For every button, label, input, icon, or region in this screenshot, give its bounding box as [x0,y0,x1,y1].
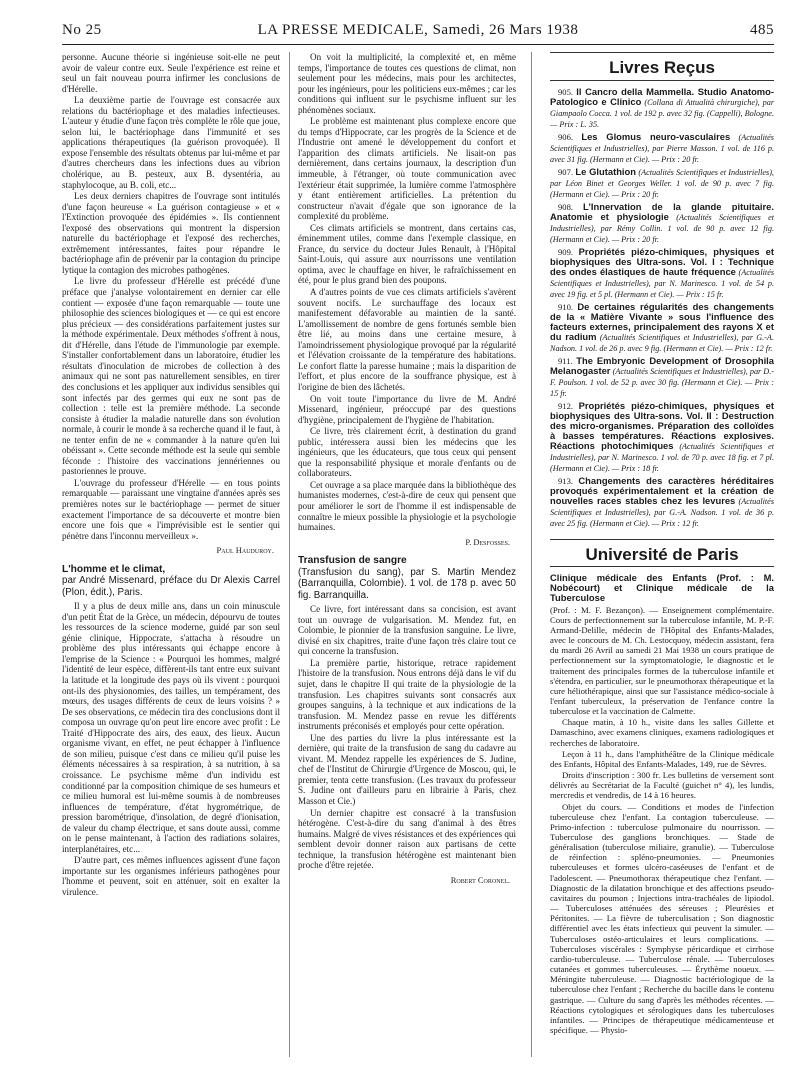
book-title: L'Innervation de la glande pituitaire. Anatomie et physiologie [550,200,774,222]
book-details: (Actualités Scientifiques et Industrielles), par D.-F. Poulson. 1 vol. de 52 p. avec 30 fig. (Hermann et Cie). — Prix : 15 fr. [550,366,774,398]
paragraph: A d'autres points de vue ces climats artificiels s'avèrent souvent nocifs. Le surchauffage des locaux est manifestement défavorable au maintien de la santé. L'amollissement de nombre de gens fortunés semble bien être lié, au moins dans une certaine mesure, à l'amoindrissement physiologique provoqué par la régularité et l'élévation croissante de la température des habitations. Le confort flatte la paresse humaine ; mais la disparition de l'effort, et plus encore de la souffrance physique, est à l'origine de bien des lâchetés. [298,287,516,392]
paragraph: Ces climats artificiels se montrent, dans certains cas, éminemment utiles, comme dans l'exemple classique, en France, du service du docteur Jules Renault, à l'Hôpital Saint-Louis, qui assure aux nourrissons une ventilation optima, avec le chauffage en hiver, le rafraîchissement en été, pour le plus grand bien des poupons. [298,222,516,286]
paragraph: Il y a plus de deux mille ans, dans un coin minuscule d'un petit État de la Grèce, un médecin, dépourvu de toutes les ressources de la science moderne, guidé par son seul génie clinique, Hippocrate, s'attacha à résoudre un problème des plus intéressants qui échappe encore à l'emprise de la Science : « Pourquoi les hommes, malgré l'identité de leur espèce, diffèrent-ils tant entre eux suivant la latitude et la longitude des pays où ils vivent : pourquoi ont-ils des physionomies, des tailles, un tempérament, des mœurs, des usages différents de ceux de leurs voisins ? » De ses observations, ce médecin tira des conclusions dont il composa un ouvrage qu'on peut lire encore avec profit : Le Traité d'Hippocrate des airs, des eaux, des lieux. Aucun organisme vivant, en effet, ne peut échapper à l'influence de son milieu, puisque c'est dans ce milieu qu'il puise les éléments nécessaires à sa respiration, à sa nutrition, à sa croissance. Le psychisme même d'un individu est conditionné par la composition chimique de ses humeurs et ce milieu humoral est lui-même soumis à de nombreuses influences de température, d'état hygrométrique, de pression barométrique, d'insolation, de degré d'ionisation, de valeur du champ électrique, et sans doute aussi, comme on le pense maintenant, à l'action des radiations solaires, interplanétaires, etc... [62,601,280,854]
book-entry [550,87,774,130]
course-title: Clinique médicale des Enfants (Prof. : M. Nobécourt) et Clinique médicale de la Tuberculose [550,572,774,604]
review-title: L'homme et le climat, [62,563,166,575]
paragraph: Ce livre, fort intéressant dans sa concision, est avant tout un ouvrage de vulgarisation. M. Mendez fut, en Colombie, le pionnier de la transfusion sanguine. Le livre, divisé en six chapitres, traite d'une façon très claire tout ce qui concerne la transfusion. [298,604,516,657]
column-1 [62,52,280,1057]
section-rule [550,52,774,53]
paragraph: Les deux derniers chapitres de l'ouvrage sont intitulés d'une façon heureuse « La guérison contagieuse » et « l'Extinction provoquée des épidémies ». Ils contiennent l'exposé des observations qui montrent la dispersion naturelle du bactériophage et l'exposé des recherches, extrêmement intéressantes, faites pour répandre le bactériophage afin de prévenir par la contagion du principe lytique la contagion des microbes pathogènes. [62,191,280,275]
book-number: 912. [558,400,574,411]
paragraph: Objet du cours. — Conditions et modes de l'infection tuberculeuse chez l'enfant. La contagion tuberculeuse. — Primo-infection : tuberculose pulmonaire du nourrisson. — Tuberculose des ganglions bronchiques. — Stade de généralisation (tuberculose miliaire, granulie). — Tuberculose de réinfection : spléno-pneumonies. — Pneumonies tuberculeuses et formes ulcéro-caséeuses de l'enfant et de l'adolescent. — Pneumothorax thérapeutique chez l'enfant. — Diagnostic de la dilatation bronchique et des affections pseudo-cavitaires du poumon ; Injections intra-trachéales de lipiodol. — Tuberculoses atténuées des séreuses ; Pleurésies et Péritonites. — La fièvre de tuberculisation ; Son diagnostic différentiel avec les états infectieux qui peuvent la simuler. — Tuberculoses ostéo-articulaires et leurs complications. — Tuberculoses viscérales : Symphyse péricardique et cirrhose cardio-tuberculeuse. — Tuberculose rénale. — Tuberculoses cutanées et gommes tuberculeuses. — Érythème noueux. — Méningite tuberculeuse. — Diagnostic bactériologique de la tuberculose chez l'enfant ; Recherche du bacille dans le contenu gastrique. — Culture du sang d'après les méthodes récentes. — Réactions cytologiques et sérologiques dans les tuberculoses infantiles. — Principes de thérapeutique médicamenteuse et spécifique. — Physio- [550,801,774,1035]
paragraph: Un dernier chapitre est consacré à la transfusion hétérogène. C'est-à-dire du sang d'animal à des êtres humains. Malgré de vives résistances et des expériences qui semblent devoir donner raison aux partisans de cette technique, la transfusion hétérogène est maintenant bien proche d'être rejetée. [298,807,516,871]
book-list [550,87,774,529]
paragraph: (Prof. : M. F. Bezançon). — Enseignement complémentaire. Cours de perfectionnement sur la tuberculose infantile, M. P.-F. Armand-Delille, médecin de l'Hôpital des Enfants-Malades, avec le concours de M. Ch. Lestocquoy, médecin assistant, fera du mardi 26 Avril au samedi 21 Mai 1938 un cours pratique de perfectionnement sur la symptomatologie, le diagnostic et le traitement des principales formes de la tuberculose infantile et s'étendra, en particulier, sur le pneumothorax thérapeutique et la cure héliothérapique, ainsi que sur l'assistance médico-sociale à l'enfant tuberculeux, la préservation de l'enfance contre la tuberculose et la vaccination de Calmette. [550,604,774,717]
book-entry [550,356,774,399]
book-details: (Actualités Scientifiques et Industrielles), par Pierre Masson. 1 vol. de 116 p. avec 31 fig. (Hermann et Cie). — Prix : 20 fr. [550,132,774,164]
book-number: 906. [558,131,574,142]
universite-heading: Université de Paris [585,544,739,564]
paragraph: Cet ouvrage a sa place marquée dans la bibliothèque des humanistes modernes, c'est-à-dire de ceux qui pensent que pour améliorer le sort de l'homme il est indispensable de connaître le mieux possible la physiologie et la psychologie humaines. [298,479,516,533]
book-entry [550,167,774,200]
paragraph: Le livre du professeur d'Hérelle est précédé d'une préface que j'analyse volontairement en dernier car elle contient — exposée d'une façon remarquable — toute une philosophie des sciences biologiques et — ce qui est encore plus précieux — des considérations parfaitement justes sur la méthode expérimentale. Deux méthodes s'offrent à nous, dit d'Hérelle, dans l'étude de l'immunologie par exemple. S'installer confortablement dans un laboratoire, étudier les résultats d'inoculation de microbes de collection à des animaux qui ne sont pas naturellement sensibles, en tirer des conclusions et les appliquer aux individus sensibles qui sont infectés par des germes qui eux ne sont pas de collection : telle est la première méthode. La seconde consiste à étudier la maladie naturelle dans son évolution normale, à courir le monde à sa recherche quand il le faut, à ne tenter enfin de ne « commander à la nature qu'en lui obéissant ». Cette seconde méthode est la seule qui semble féconde : l'histoire des vaccinations jennériennes ou pastoriennes le prouve. [62,276,280,477]
book-number: 913. [558,475,574,486]
column-divider [289,52,290,1057]
paragraph: La première partie, historique, retrace rapidement l'histoire de la transfusion. Nous entrons déjà dans le vif du sujet, dans le chapitre II qui traite de la physiologie de la transfusion. Les chapitres suivants sont consacrés aux groupes sanguins, à la technique et aux indications de la transfusion. M. Mendez passe en revue les différents instruments préconisés et employés pour cette opération. [298,657,516,732]
book-number: 910. [558,301,574,312]
paragraph: Une des parties du livre la plus intéressante est la dernière, qui traite de la transfusion de sang du cadavre au vivant. M. Mendez rappelle les expériences de S. Judine, chef de l'Institut de Chirurgie d'Urgence de Moscou, qui, le premier, tenta cette transfusion. (Les travaux du professeur S. Judine ont d'ailleurs paru en librairie à Paris, chez Masson et Cie.) [298,732,516,806]
issue-number: No 25 [62,22,102,38]
column-2 [298,52,516,1057]
book-number: 905. [558,86,574,97]
book-details: (Actualités Scientifiques et Industrielles), par N. Marinesco. 1 vol. de 70 p. avec 18 fig. et 7 pl. (Hermann et Cie). — Prix : 18 fr. [550,441,774,473]
review-title: Transfusion de sangre [298,555,407,567]
paragraph: Chaque matin, à 10 h., visite dans les salles Gillette et Damaschino, avec examens cliniques, examens radiologiques et recherches de laboratoire. [550,717,774,748]
book-details: (Actualités Scientifiques et Industrielles), par G.-A. Nadson. 1 vol. de 36 p. avec 25 fig. (Hermann et Cie). — Prix : 12 fr. [550,496,774,528]
paragraph: L'ouvrage du professeur d'Hérelle — en tous points remarquable — paraissant une vingtaine d'années après ses premières notes sur le bactériophage — permet de situer exactement l'importance de sa découverte et montre bien encore une fois que « l'imprévisible est le sentier qui pénètre dans l'inconnu merveilleux ». [62,477,280,541]
book-entry [550,401,774,474]
header-rule [62,44,774,45]
book-entry [550,247,774,300]
page-number: 485 [750,22,774,38]
paragraph: On voit toute l'importance du livre de M. André Missenard, ingénieur, préoccupé par des questions d'hygiène, principalement de l'hygiène de l'habitation. [298,393,516,425]
book-details: (Collana di Attualità chirurgiche), par Giampaolo Cocca. 1 vol. de 192 p. avec 32 fig. (Cappelli), Bologne. — Prix : L. 35. [550,97,774,129]
book-details: (Actualités Scientifiques et Industrielles), par Léon Binet et Georges Weller. 1 vol. de 90 p. avec 7 fig. (Hermann et Cie). — Prix : 20 fr. [550,167,774,199]
paragraph: Leçon à 11 h., dans l'amphithéâtre de la Clinique médicale des Enfants, Hôpital des Enfants-Malades, 149, rue de Sèvres. [550,748,774,769]
paragraph: D'autre part, ces mêmes influences agissent d'une façon importante sur les organismes inférieurs pathogènes pour l'homme et peuvent, soit en atténuer, soit en exalter la virulence. [62,855,280,897]
paragraph: Le problème est maintenant plus complexe encore que du temps d'Hippocrate, car les progrès de la Science et de l'Industrie ont amené le développement du confort et l'apparition des climats artificiels. Ne lisait-on pas dernièrement, dans certains journaux, la description d'un immeuble, à l'étranger, où toute communication avec l'extérieur était supprimée, la lumière comme l'atmosphère y étant entièrement artificielles. La prétention du constructeur n'avait d'égale que son ignorance de la complexité du problème. [298,116,516,222]
column-3 [550,52,774,1057]
book-details: (Actualités Scientifiques et Industrielles), par G.-A. Nadson. 1 vol. de 26 p. avec 9 fig. (Hermann et Cie). — Prix : 12 fr. [550,332,774,353]
book-entry [550,476,774,529]
paragraph: On voit la multiplicité, la complexité et, en même temps, l'importance de toutes ces questions de climat, non seulement pour les médecins, mais pour les architectes, pour les ingénieurs, pour les politiciens eux-mêmes ; car les conditions qui influent sur le psychisme influent sur les phénomènes sociaux. [298,52,516,115]
book-number: 911. [558,355,573,366]
paragraph: Ce livre, très clairement écrit, à destination du grand public, intéressera aussi bien les médecins que les ingénieurs, que les éducateurs, que tous ceux qui pensent que la responsabilité physique et morale d'enfants ou de collaborateurs. [298,426,516,479]
book-number: 908. [558,201,574,212]
masthead [62,22,774,44]
book-title: Changements des caractères héréditaires provoqués expérimentalement et la création de nouvelles races stables chez les levures [550,474,774,506]
review-subtitle: par André Missenard, préface du Dr Alexis Carrel (Plon, édit.), Paris. [62,575,280,598]
paragraph: Droits d'inscription : 300 fr. Les bulletins de versement sont délivrés au Secrétariat de la Faculté (guichet n° 4), les lundis, mercredis et vendredis, de 14 à 16 heures. [550,770,774,801]
book-entry [550,302,774,354]
book-entry [550,132,774,165]
book-title: De certaines régularités des changements de la « Matière Vivante » sous l'influence des facteurs externes, principalement des rayons X et du radium [550,300,774,342]
signature: Robert Coronel. [450,874,510,885]
book-title: The Embryonic Development of Drosophila Melanogaster [550,354,774,376]
paragraph: personne. Aucune théorie si ingénieuse soit-elle ne peut avoir de valeur contre eux. Seule l'expérience est reine et seul un fait nouveau pourra infirmer les conclusions de d'Hérelle. [62,52,280,94]
book-title: Propriétés piézo-chimiques, physiques et biophysiques des Ultra-sons. Vol. I : Technique des ondes élastiques de haute fréquence [550,245,774,277]
livres-recus-heading: Livres Reçus [609,58,715,77]
signature: P. Desfosses. [465,536,510,547]
page-title: LA PRESSE MEDICALE, Samedi, 26 Mars 1938 [257,22,579,38]
section-rule [550,539,774,540]
section-rule [550,80,774,81]
book-number: 909. [558,246,574,257]
book-title: Le Glutathion [575,165,636,177]
book-number: 907. [558,166,574,177]
column-divider [531,52,532,1057]
book-entry [550,202,774,245]
book-details: (Actualités Scientifiques et Industrielles), par Rémy Collin. 1 vol. de 90 p. avec 12 fig. (Hermann et Cie). — Prix : 20 fr. [550,212,774,244]
book-title: Propriétés piézo-chimiques, physiques et biophysiques des Ultra-sons. Vol. II : Destruction des micro-organismes. Préparation des colloïdes à basses températures. Réactions explosives. Réactions photochimiques [550,399,774,451]
section-rule [550,566,774,567]
book-title: Il Cancro della Mammella. Studio Anatomo-Patologico e Clinico [550,85,774,107]
review-subtitle: (Transfusion du sang), par S. Martin Mendez (Barranquilla, Colombie). 1 vol. de 178 p. avec 50 fig. Barranquilla. [298,566,516,601]
paragraph: La deuxième partie de l'ouvrage est consacrée aux relations du bactériophage et des maladies infectieuses. L'auteur y étudie d'une façon très complète le rôle que joue, selon lui, le bactériophage dans l'immunité et ses applications thérapeutiques (la guérison provoquée). Il expose l'ensemble des résultats obtenus par lui-même et par d'autres chercheurs dans les infections dues au vibrion cholérique, au B. pesteux, aux B. dysentéria, au staphylocoque, au B. coli, etc... [62,95,280,190]
signature: Paul Hauduroy. [216,545,274,556]
book-title: Les Glomus neuro-vasculaires [581,130,731,142]
book-details: (Actualités Scientifiques et Industrielles), par N. Marinesco. 1 vol. de 54 p. avec 19 fig. et 5 pl. (Hermann et Cie). — Prix : 15 fr. [550,267,774,299]
